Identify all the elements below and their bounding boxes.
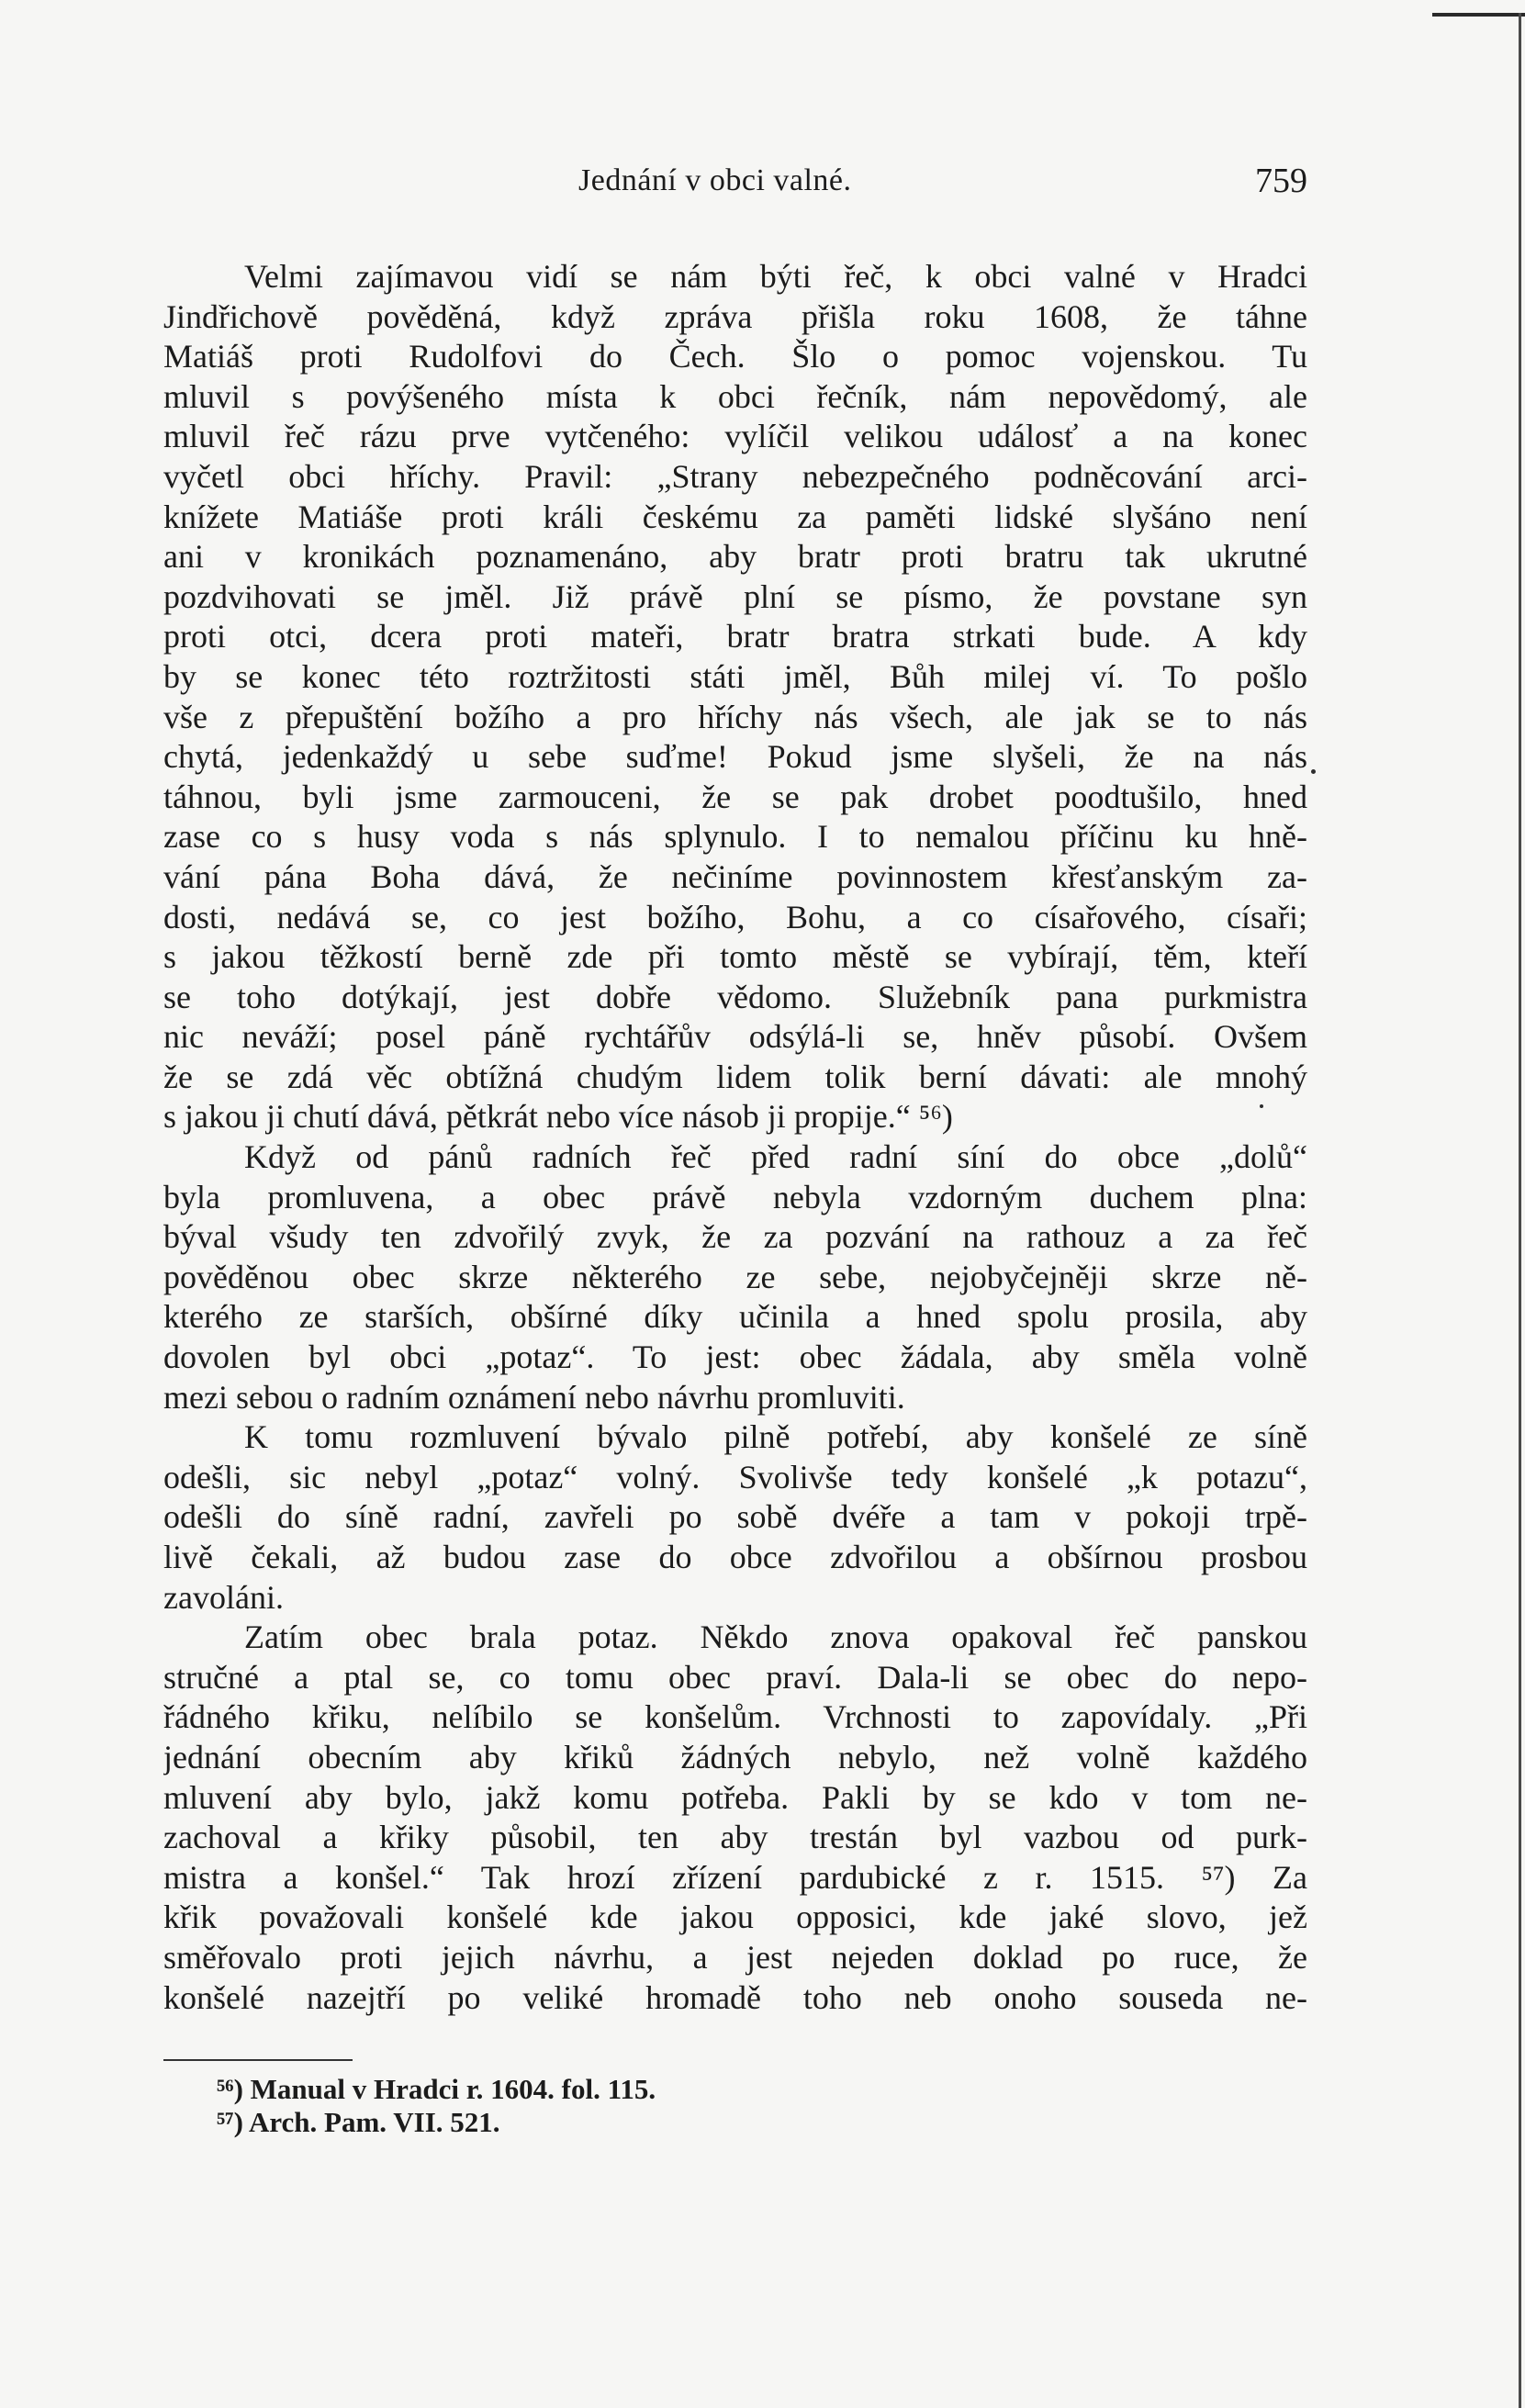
text-line: býval všudy ten zdvořilý zvyk, že za pozvání na rathouz a za řeč	[163, 1218, 1307, 1256]
text-line: se toho dotýkají, jest dobře vědomo. Služebník pana purkmistra	[163, 978, 1307, 1015]
text-line: pozdvihovati se jměl. Již právě plní se písmo, že povstane syn	[163, 577, 1307, 615]
text-line: by se konec této roztržitosti státi jměl, Bůh milej ví. To pošlo	[163, 657, 1307, 695]
text-line: byla promluvena, a obec právě nebyla vzdorným duchem plna:	[163, 1178, 1307, 1215]
text-line: chytá, jedenkaždý u sebe suďme! Pokud jsme slyšeli, že na nás	[163, 738, 1307, 776]
text-line: s jakou ji chutí dává, pětkrát nebo více násob ji propije.“ ⁵⁶)	[163, 1098, 953, 1136]
text-line: odešli, sic nebyl „potaz“ volný. Svolivše tedy konšelé „k potazu“,	[163, 1458, 1307, 1495]
text-line: mistra a konšel.“ Tak hrozí zřízení pardubické z r. 1515. ⁵⁷) Za	[163, 1858, 1307, 1896]
text-line: mluvil řeč rázu prve vytčeného: vylíčil velikou událosť a na konec	[163, 418, 1307, 455]
running-head: Jednání v obci valné.	[578, 163, 852, 197]
scan-edge-top	[1432, 13, 1525, 17]
text-line: zavoláni.	[163, 1578, 284, 1616]
text-line: livě čekali, až budou zase do obce zdvořilou a obšírnou prosbou	[163, 1539, 1307, 1575]
text-line: že se zdá věc obtížná chudým lidem tolik berní dávati: ale mnohý	[163, 1058, 1307, 1095]
scan-edge-right	[1519, 13, 1521, 2408]
text-line: ani v kronikách poznamenáno, aby bratr proti bratru tak ukrutné	[163, 538, 1307, 576]
text-line: mluvil s povýšeného místa k obci řečník, nám nepovědomý, ale	[163, 377, 1307, 415]
text-line: vání pána Boha dává, že nečiníme povinnostem křesťanským za-	[163, 857, 1307, 895]
text-line: zase co s husy voda s nás splynulo. I to nemalou příčinu ku hně-	[163, 818, 1307, 856]
text-line: vše z přepuštění božího a pro hříchy nás všech, ale jak se to nás	[163, 698, 1307, 735]
text-line: mezi sebou o radním oznámení nebo návrhu promluviti.	[163, 1378, 905, 1416]
text-line: zachoval a křiky působil, ten aby trestán byl vazbou od purk-	[163, 1819, 1307, 1856]
text-line: s jakou těžkostí berně zde při tomto městě se vybírají, těm, kteří	[163, 938, 1307, 976]
text-line: dosti, nedává se, co jest božího, Bohu, a co císařového, císaři;	[163, 898, 1307, 935]
footnote: ⁵⁶) Manual v Hradci r. 1604. fol. 115.	[217, 2073, 656, 2105]
text-line: táhnou, byli jsme zarmouceni, že se pak drobet poodtušilo, hned	[163, 778, 1307, 815]
text-line: směřovalo proti jejich návrhu, a jest nejeden doklad po ruce, že	[163, 1938, 1307, 1976]
text-line: kterého ze starších, obšírné díky učinila a hned spolu prosila, aby	[163, 1298, 1307, 1336]
text-line: stručné a ptal se, co tomu obec praví. Dala-li se obec do nepo-	[163, 1658, 1307, 1696]
text-line: odešli do síně radní, zavřeli po sobě dvéře a tam v pokoji trpě-	[163, 1498, 1307, 1536]
text-line: jednání obecním aby křiků žádných nebylo, než volně každého	[163, 1738, 1307, 1775]
text-line: vyčetl obci hříchy. Pravil: „Strany nebezpečného podněcování arci-	[163, 457, 1307, 495]
text-line: řádného křiku, nelíbilo se konšelům. Vrchnosti to zapovídaly. „Při	[163, 1698, 1307, 1736]
text-line: pověděnou obec skrze některého ze sebe, nejobyčejněji skrze ně-	[163, 1258, 1307, 1295]
text-line: křik považovali konšelé kde jakou opposici, kde jaké slovo, jež	[163, 1898, 1307, 1936]
text-line: konšelé nazejtří po veliké hromadě toho neb onoho souseda ne-	[163, 1978, 1307, 2016]
scan-speck	[1260, 1104, 1263, 1108]
page-number: 759	[1255, 162, 1307, 200]
text-line: K tomu rozmluvení bývalo pilně potřebí, aby konšelé ze síně	[244, 1418, 1307, 1456]
body-text	[163, 257, 1307, 2018]
footnotes	[217, 2073, 1043, 2139]
text-line: nic neváží; posel páně rychtářův odsýlá-li se, hněv působí. Ovšem	[163, 1018, 1307, 1056]
footnote-rule	[163, 2059, 353, 2061]
text-line: Velmi zajímavou vidí se nám býti řeč, k obci valné v Hradci	[244, 258, 1307, 295]
page-header	[163, 158, 1307, 204]
text-line: Matiáš proti Rudolfovi do Čech. Šlo o pomoc vojenskou. Tu	[163, 338, 1307, 375]
text-line: mluvení aby bylo, jakž komu potřeba. Pakli by se kdo v tom ne-	[163, 1778, 1307, 1816]
text-line: dovolen byl obci „potaz“. To jest: obec žádala, aby směla volně	[163, 1338, 1307, 1376]
text-line: Když od pánů radních řeč před radní síní do obce „dolů“	[244, 1138, 1307, 1176]
text-line: knížete Matiáše proti králi českému za paměti lidské slyšáno není	[163, 498, 1307, 535]
text-line: proti otci, dcera proti mateři, bratr bratra strkati bude. A kdy	[163, 618, 1307, 655]
scan-speck	[1311, 769, 1316, 774]
text-line: Jindřichově pověděná, když zpráva přišla roku 1608, že táhne	[163, 297, 1307, 335]
footnote: ⁵⁷) Arch. Pam. VII. 521.	[217, 2106, 500, 2138]
text-line: Zatím obec brala potaz. Někdo znova opakoval řeč panskou	[244, 1618, 1307, 1656]
